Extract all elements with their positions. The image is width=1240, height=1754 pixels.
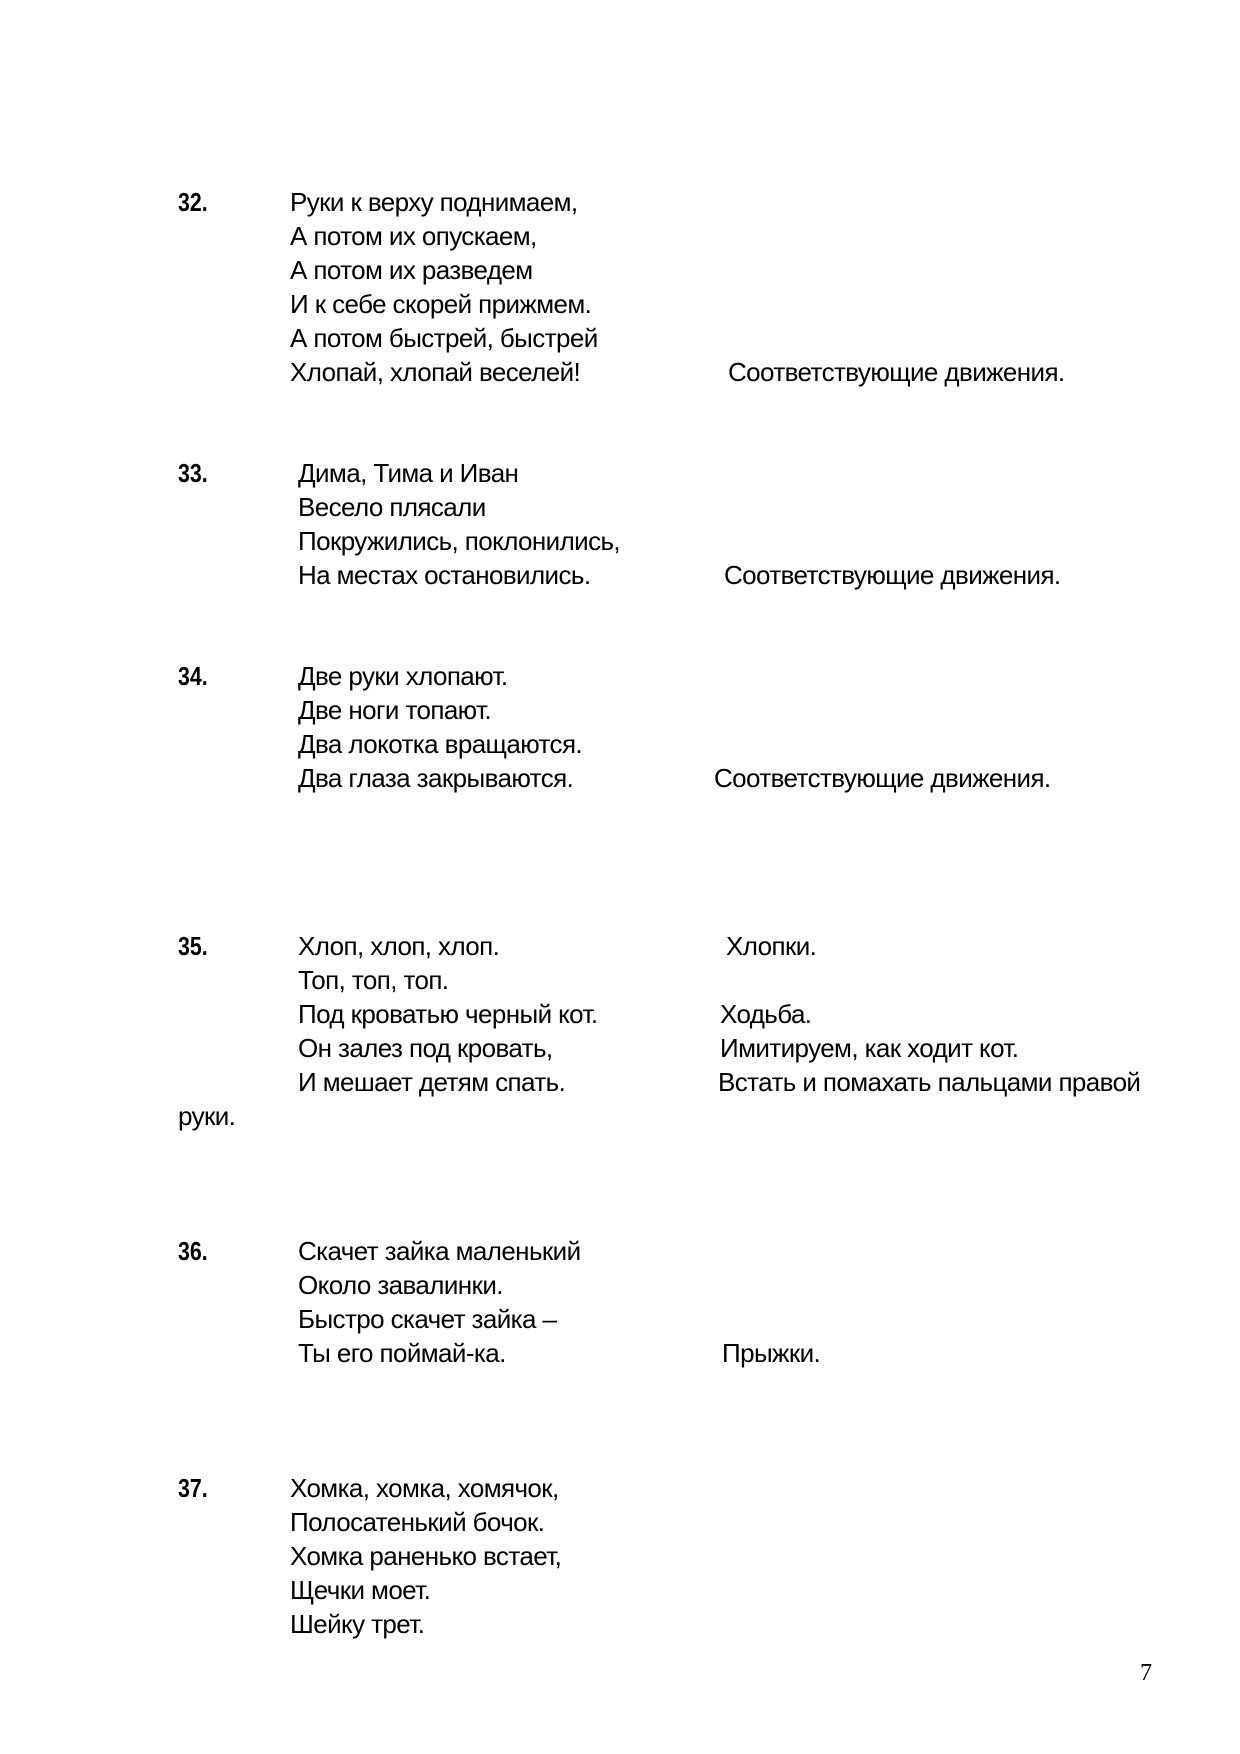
verse-line: Шейку трет.: [290, 1609, 425, 1639]
verse-line: Под кроватью черный кот.: [298, 999, 598, 1029]
verse-line: А потом их опускаем,: [290, 221, 537, 251]
verse-line: Весело плясали: [298, 492, 486, 522]
verse-line: И к себе скорей прижмем.: [290, 289, 592, 319]
verse-line: Щечки моет.: [290, 1575, 431, 1605]
verse-line: А потом быстрей, быстрей: [290, 323, 598, 353]
verse-line: На местах остановились.: [298, 560, 591, 590]
movement-note-continuation: руки.: [178, 1101, 236, 1131]
page-number: 7: [1140, 1660, 1152, 1686]
movement-note: Встать и помахать пальцами правой: [718, 1067, 1141, 1097]
movement-note: Соответствующие движения.: [724, 560, 1061, 590]
movement-note: Имитируем, как ходит кот.: [720, 1033, 1019, 1063]
verse-line: Покружились, поклонились,: [298, 526, 621, 556]
verse-line: Около завалинки.: [298, 1270, 503, 1300]
movement-note: Соответствующие движения.: [714, 763, 1051, 793]
verse-line: Две руки хлопают.: [298, 661, 508, 691]
verse-line: Скачет зайка маленький: [298, 1236, 581, 1266]
movement-note: Хлопки.: [726, 931, 817, 961]
verse-line: Руки к верху поднимаем,: [290, 187, 578, 217]
verse-line: А потом их разведем: [290, 255, 533, 285]
movement-note: Ходьба.: [720, 999, 812, 1029]
item-number: 32.: [178, 187, 208, 217]
verse-line: Два локотка вращаются.: [298, 729, 583, 759]
item-number: 34.: [178, 661, 208, 691]
verse-line: Два глаза закрываются.: [298, 763, 574, 793]
verse-line: Хомка раненько встает,: [290, 1541, 562, 1571]
verse-line: Топ, топ, топ.: [298, 965, 449, 995]
verse-line: Полосатенький бочок.: [290, 1507, 545, 1537]
item-number: 33.: [178, 458, 208, 488]
item-number: 37.: [178, 1473, 208, 1503]
verse-line: Хлопай, хлопай веселей!: [290, 357, 581, 387]
verse-line: Он залез под кровать,: [298, 1033, 553, 1063]
verse-line: Быстро скачет зайка –: [298, 1304, 557, 1334]
verse-line: Хомка, хомка, хомячок,: [290, 1473, 559, 1503]
item-number: 35.: [178, 931, 208, 961]
verse-line: Ты его поймай-ка.: [298, 1338, 506, 1368]
verse-line: Дима, Тима и Иван: [298, 458, 519, 488]
movement-note: Прыжки.: [722, 1338, 821, 1368]
verse-line: Хлоп, хлоп, хлоп.: [298, 931, 500, 961]
item-number: 36.: [178, 1236, 208, 1266]
movement-note: Соответствующие движения.: [728, 357, 1065, 387]
verse-line: Две ноги топают.: [298, 695, 492, 725]
verse-line: И мешает детям спать.: [298, 1067, 566, 1097]
